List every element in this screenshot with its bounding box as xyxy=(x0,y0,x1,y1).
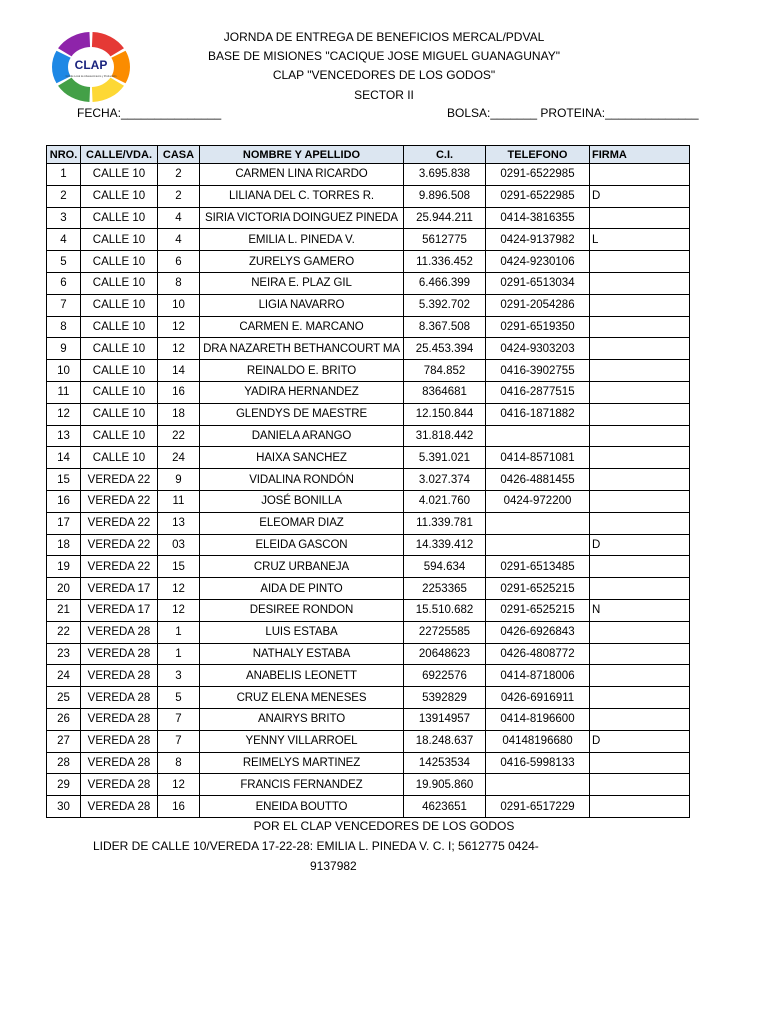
nro-cell: 6 xyxy=(47,272,81,294)
nombre-cell: AIDA DE PINTO xyxy=(200,578,404,600)
table-row xyxy=(47,272,690,294)
ci-cell: 22725585 xyxy=(404,621,486,643)
calle-cell: VEREDA 28 xyxy=(81,643,158,665)
nombre-cell: ENEIDA BOUTTO xyxy=(200,796,404,818)
firma-cell xyxy=(590,556,690,578)
telefono-cell: 0291-2054286 xyxy=(486,294,590,316)
nro-cell: 9 xyxy=(47,338,81,360)
ci-cell: 784.852 xyxy=(404,360,486,382)
telefono-cell xyxy=(486,425,590,447)
casa-cell: 14 xyxy=(158,360,200,382)
calle-cell: CALLE 10 xyxy=(81,425,158,447)
nombre-cell: DESIREE RONDON xyxy=(200,599,404,621)
calle-cell: VEREDA 22 xyxy=(81,512,158,534)
telefono-cell: 0416-1871882 xyxy=(486,403,590,425)
casa-cell: 24 xyxy=(158,447,200,469)
nombre-cell: NATHALY ESTABA xyxy=(200,643,404,665)
firma-cell: L xyxy=(590,229,690,251)
logo-text: CLAP xyxy=(74,58,108,72)
telefono-cell: 0291-6522985 xyxy=(486,164,590,186)
nombre-cell: CRUZ URBANEJA xyxy=(200,556,404,578)
firma-cell: D xyxy=(590,185,690,207)
casa-cell: 12 xyxy=(158,338,200,360)
nro-cell: 13 xyxy=(47,425,81,447)
ci-cell: 4623651 xyxy=(404,796,486,818)
ci-cell: 3.695.838 xyxy=(404,164,486,186)
calle-cell: CALLE 10 xyxy=(81,185,158,207)
nro-cell: 28 xyxy=(47,752,81,774)
footer-line-3: 9137982 xyxy=(310,859,357,873)
telefono-cell: 0416-3902755 xyxy=(486,360,590,382)
telefono-cell: 0291-6519350 xyxy=(486,316,590,338)
firma-cell: D xyxy=(590,534,690,556)
footer-line-1: POR EL CLAP VENCEDORES DE LOS GODOS xyxy=(253,819,515,833)
table-row xyxy=(47,796,690,818)
ci-cell: 18.248.637 xyxy=(404,730,486,752)
ci-cell: 5.391.021 xyxy=(404,447,486,469)
table-row xyxy=(47,578,690,600)
table-row xyxy=(47,185,690,207)
table-row xyxy=(47,316,690,338)
firma-cell xyxy=(590,643,690,665)
table-row xyxy=(47,294,690,316)
ci-cell: 14253534 xyxy=(404,752,486,774)
table-row xyxy=(47,665,690,687)
casa-cell: 13 xyxy=(158,512,200,534)
firma-cell xyxy=(590,687,690,709)
calle-cell: CALLE 10 xyxy=(81,447,158,469)
nombre-cell: REIMELYS MARTINEZ xyxy=(200,752,404,774)
firma-cell xyxy=(590,360,690,382)
nro-cell: 12 xyxy=(47,403,81,425)
calle-cell: VEREDA 17 xyxy=(81,599,158,621)
casa-cell: 9 xyxy=(158,469,200,491)
nro-cell: 22 xyxy=(47,621,81,643)
calle-cell: CALLE 10 xyxy=(81,207,158,229)
firma-cell xyxy=(590,665,690,687)
nro-cell: 25 xyxy=(47,687,81,709)
table-row xyxy=(47,708,690,730)
calle-cell: CALLE 10 xyxy=(81,338,158,360)
telefono-cell: 0424-9230106 xyxy=(486,251,590,273)
table-row xyxy=(47,447,690,469)
casa-cell: 2 xyxy=(158,185,200,207)
firma-cell xyxy=(590,425,690,447)
casa-cell: 5 xyxy=(158,687,200,709)
ci-cell: 11.336.452 xyxy=(404,251,486,273)
table-row xyxy=(47,338,690,360)
table-row xyxy=(47,774,690,796)
nro-cell: 30 xyxy=(47,796,81,818)
logo-subtext: Comité Local de Abastecimiento y Producción xyxy=(65,75,117,78)
nro-cell: 14 xyxy=(47,447,81,469)
firma-cell xyxy=(590,578,690,600)
col-nro: NRO. xyxy=(47,146,81,164)
ci-cell: 15.510.682 xyxy=(404,599,486,621)
casa-cell: 16 xyxy=(158,796,200,818)
col-ci: C.I. xyxy=(404,146,486,164)
nombre-cell: YENNY VILLARROEL xyxy=(200,730,404,752)
nombre-cell: ANABELIS LEONETT xyxy=(200,665,404,687)
nombre-cell: HAIXA SANCHEZ xyxy=(200,447,404,469)
ci-cell: 25.453.394 xyxy=(404,338,486,360)
nombre-cell: NEIRA E. PLAZ GIL xyxy=(200,272,404,294)
firma-cell xyxy=(590,207,690,229)
calle-cell: VEREDA 28 xyxy=(81,730,158,752)
beneficiaries-table xyxy=(46,145,690,818)
nombre-cell: LIGIA NAVARRO xyxy=(200,294,404,316)
nombre-cell: CARMEN E. MARCANO xyxy=(200,316,404,338)
ci-cell: 8364681 xyxy=(404,381,486,403)
casa-cell: 18 xyxy=(158,403,200,425)
casa-cell: 7 xyxy=(158,708,200,730)
nro-cell: 5 xyxy=(47,251,81,273)
casa-cell: 1 xyxy=(158,643,200,665)
nombre-cell: GLENDYS DE MAESTRE xyxy=(200,403,404,425)
nro-cell: 3 xyxy=(47,207,81,229)
telefono-cell: 0291-6513034 xyxy=(486,272,590,294)
nro-cell: 21 xyxy=(47,599,81,621)
calle-cell: VEREDA 28 xyxy=(81,752,158,774)
table-row xyxy=(47,512,690,534)
casa-cell: 12 xyxy=(158,599,200,621)
nro-cell: 1 xyxy=(47,164,81,186)
telefono-cell: 04148196680 xyxy=(486,730,590,752)
nombre-cell: JOSÉ BONILLA xyxy=(200,490,404,512)
table-row xyxy=(47,599,690,621)
nombre-cell: DANIELA ARANGO xyxy=(200,425,404,447)
calle-cell: CALLE 10 xyxy=(81,251,158,273)
calle-cell: VEREDA 28 xyxy=(81,774,158,796)
calle-cell: VEREDA 28 xyxy=(81,708,158,730)
calle-cell: VEREDA 28 xyxy=(81,665,158,687)
nro-cell: 17 xyxy=(47,512,81,534)
telefono-cell: 0414-3816355 xyxy=(486,207,590,229)
telefono-cell: 0426-4808772 xyxy=(486,643,590,665)
ci-cell: 9.896.508 xyxy=(404,185,486,207)
telefono-cell xyxy=(486,774,590,796)
table-row xyxy=(47,207,690,229)
firma-cell xyxy=(590,272,690,294)
nro-cell: 18 xyxy=(47,534,81,556)
table-row xyxy=(47,229,690,251)
telefono-cell: 0414-8718006 xyxy=(486,665,590,687)
nombre-cell: VIDALINA RONDÓN xyxy=(200,469,404,491)
nombre-cell: CARMEN LINA RICARDO xyxy=(200,164,404,186)
nombre-cell: CRUZ ELENA MENESES xyxy=(200,687,404,709)
casa-cell: 8 xyxy=(158,272,200,294)
casa-cell: 6 xyxy=(158,251,200,273)
telefono-cell: 0426-6916911 xyxy=(486,687,590,709)
nro-cell: 20 xyxy=(47,578,81,600)
telefono-cell: 0291-6525215 xyxy=(486,599,590,621)
telefono-cell: 0426-4881455 xyxy=(486,469,590,491)
nombre-cell: ANAIRYS BRITO xyxy=(200,708,404,730)
title-line-4: SECTOR II xyxy=(354,88,414,102)
calle-cell: CALLE 10 xyxy=(81,272,158,294)
casa-cell: 4 xyxy=(158,229,200,251)
nombre-cell: FRANCIS FERNANDEZ xyxy=(200,774,404,796)
telefono-cell: 0291-6513485 xyxy=(486,556,590,578)
ci-cell: 5.392.702 xyxy=(404,294,486,316)
nro-cell: 27 xyxy=(47,730,81,752)
ci-cell: 13914957 xyxy=(404,708,486,730)
table-row xyxy=(47,556,690,578)
ci-cell: 25.944.211 xyxy=(404,207,486,229)
firma-cell xyxy=(590,251,690,273)
calle-cell: CALLE 10 xyxy=(81,381,158,403)
title-line-2: BASE DE MISIONES "CACIQUE JOSE MIGUEL GUANAGUNAY" xyxy=(208,49,560,63)
ci-cell: 5392829 xyxy=(404,687,486,709)
nro-cell: 4 xyxy=(47,229,81,251)
firma-cell xyxy=(590,752,690,774)
casa-cell: 8 xyxy=(158,752,200,774)
nombre-cell: SIRIA VICTORIA DOINGUEZ PINEDA xyxy=(200,207,404,229)
nombre-cell: LILIANA DEL C. TORRES R. xyxy=(200,185,404,207)
table-header-row xyxy=(47,146,690,164)
ci-cell: 8.367.508 xyxy=(404,316,486,338)
calle-cell: VEREDA 28 xyxy=(81,621,158,643)
casa-cell: 22 xyxy=(158,425,200,447)
ci-cell: 11.339.781 xyxy=(404,512,486,534)
nombre-cell: REINALDO E. BRITO xyxy=(200,360,404,382)
telefono-cell: 0291-6517229 xyxy=(486,796,590,818)
firma-cell xyxy=(590,708,690,730)
table-row xyxy=(47,425,690,447)
ci-cell: 31.818.442 xyxy=(404,425,486,447)
calle-cell: CALLE 10 xyxy=(81,294,158,316)
ci-cell: 20648623 xyxy=(404,643,486,665)
ci-cell: 12.150.844 xyxy=(404,403,486,425)
nro-cell: 19 xyxy=(47,556,81,578)
firma-cell xyxy=(590,338,690,360)
nro-cell: 24 xyxy=(47,665,81,687)
casa-cell: 1 xyxy=(158,621,200,643)
title-line-1: JORNDA DE ENTREGA DE BENEFICIOS MERCAL/PDVAL xyxy=(223,30,545,44)
calle-cell: VEREDA 22 xyxy=(81,534,158,556)
casa-cell: 15 xyxy=(158,556,200,578)
ci-cell: 14.339.412 xyxy=(404,534,486,556)
nro-cell: 29 xyxy=(47,774,81,796)
firma-cell xyxy=(590,621,690,643)
footer-line-2: LIDER DE CALLE 10/VEREDA 17-22-28: EMILIA L. PINEDA V. C. I; 5612775 0424- xyxy=(93,839,539,853)
table-row xyxy=(47,403,690,425)
table-body xyxy=(47,164,690,818)
nro-cell: 7 xyxy=(47,294,81,316)
casa-cell: 12 xyxy=(158,774,200,796)
table-row xyxy=(47,534,690,556)
ci-cell: 594.634 xyxy=(404,556,486,578)
ci-cell: 2253365 xyxy=(404,578,486,600)
nro-cell: 2 xyxy=(47,185,81,207)
telefono-cell xyxy=(486,534,590,556)
firma-cell xyxy=(590,403,690,425)
casa-cell: 03 xyxy=(158,534,200,556)
firma-cell: D xyxy=(590,730,690,752)
nombre-cell: ZURELYS GAMERO xyxy=(200,251,404,273)
nombre-cell: ELEIDA GASCON xyxy=(200,534,404,556)
calle-cell: VEREDA 17 xyxy=(81,578,158,600)
telefono-cell: 0426-6926843 xyxy=(486,621,590,643)
ci-cell: 6.466.399 xyxy=(404,272,486,294)
table-row xyxy=(47,251,690,273)
calle-cell: CALLE 10 xyxy=(81,403,158,425)
firma-cell xyxy=(590,469,690,491)
casa-cell: 10 xyxy=(158,294,200,316)
nro-cell: 26 xyxy=(47,708,81,730)
nro-cell: 16 xyxy=(47,490,81,512)
calle-cell: VEREDA 22 xyxy=(81,556,158,578)
ci-cell: 19.905.860 xyxy=(404,774,486,796)
telefono-cell: 0424-9137982 xyxy=(486,229,590,251)
calle-cell: VEREDA 28 xyxy=(81,796,158,818)
fecha-field: FECHA:_______________ xyxy=(77,106,222,120)
telefono-cell: 0424-9303203 xyxy=(486,338,590,360)
ci-cell: 6922576 xyxy=(404,665,486,687)
table-row xyxy=(47,469,690,491)
table-row xyxy=(47,643,690,665)
calle-cell: VEREDA 22 xyxy=(81,490,158,512)
nro-cell: 23 xyxy=(47,643,81,665)
telefono-cell xyxy=(486,512,590,534)
nro-cell: 10 xyxy=(47,360,81,382)
casa-cell: 12 xyxy=(158,316,200,338)
col-calle: CALLE/VDA. xyxy=(81,146,158,164)
calle-cell: VEREDA 28 xyxy=(81,687,158,709)
calle-cell: CALLE 10 xyxy=(81,229,158,251)
table-row xyxy=(47,164,690,186)
col-telefono: TELEFONO xyxy=(486,146,590,164)
nro-cell: 15 xyxy=(47,469,81,491)
table-row xyxy=(47,621,690,643)
firma-cell xyxy=(590,512,690,534)
casa-cell: 16 xyxy=(158,381,200,403)
casa-cell: 7 xyxy=(158,730,200,752)
telefono-cell: 0291-6522985 xyxy=(486,185,590,207)
table-row xyxy=(47,730,690,752)
calle-cell: CALLE 10 xyxy=(81,360,158,382)
ci-cell: 5612775 xyxy=(404,229,486,251)
title-line-3: CLAP "VENCEDORES DE LOS GODOS" xyxy=(272,68,496,82)
nombre-cell: ELEOMAR DIAZ xyxy=(200,512,404,534)
table-row xyxy=(47,381,690,403)
casa-cell: 12 xyxy=(158,578,200,600)
nro-cell: 11 xyxy=(47,381,81,403)
calle-cell: VEREDA 22 xyxy=(81,469,158,491)
calle-cell: CALLE 10 xyxy=(81,316,158,338)
table-row xyxy=(47,360,690,382)
casa-cell: 2 xyxy=(158,164,200,186)
telefono-cell: 0424-972200 xyxy=(486,490,590,512)
telefono-cell: 0416-2877515 xyxy=(486,381,590,403)
firma-cell xyxy=(590,447,690,469)
firma-cell xyxy=(590,294,690,316)
ci-cell: 3.027.374 xyxy=(404,469,486,491)
casa-cell: 3 xyxy=(158,665,200,687)
nombre-cell: EMILIA L. PINEDA V. xyxy=(200,229,404,251)
calle-cell: CALLE 10 xyxy=(81,164,158,186)
ci-cell: 4.021.760 xyxy=(404,490,486,512)
table-row xyxy=(47,752,690,774)
nombre-cell: YADIRA HERNANDEZ xyxy=(200,381,404,403)
firma-cell: N xyxy=(590,599,690,621)
telefono-cell: 0414-8196600 xyxy=(486,708,590,730)
firma-cell xyxy=(590,774,690,796)
nro-cell: 8 xyxy=(47,316,81,338)
telefono-cell: 0416-5998133 xyxy=(486,752,590,774)
telefono-cell: 0291-6525215 xyxy=(486,578,590,600)
nombre-cell: DRA NAZARETH BETHANCOURT MA xyxy=(200,338,404,360)
telefono-cell: 0414-8571081 xyxy=(486,447,590,469)
col-nombre: NOMBRE Y APELLIDO xyxy=(200,146,404,164)
firma-cell xyxy=(590,490,690,512)
bolsa-proteina-field: BOLSA:_______ PROTEINA:______________ xyxy=(447,106,699,120)
firma-cell xyxy=(590,796,690,818)
casa-cell: 4 xyxy=(158,207,200,229)
firma-cell xyxy=(590,164,690,186)
firma-cell xyxy=(590,316,690,338)
casa-cell: 11 xyxy=(158,490,200,512)
firma-cell xyxy=(590,381,690,403)
nombre-cell: LUIS ESTABA xyxy=(200,621,404,643)
col-firma: FIRMA xyxy=(590,146,690,164)
col-casa: CASA xyxy=(158,146,200,164)
table-row xyxy=(47,687,690,709)
table-row xyxy=(47,490,690,512)
